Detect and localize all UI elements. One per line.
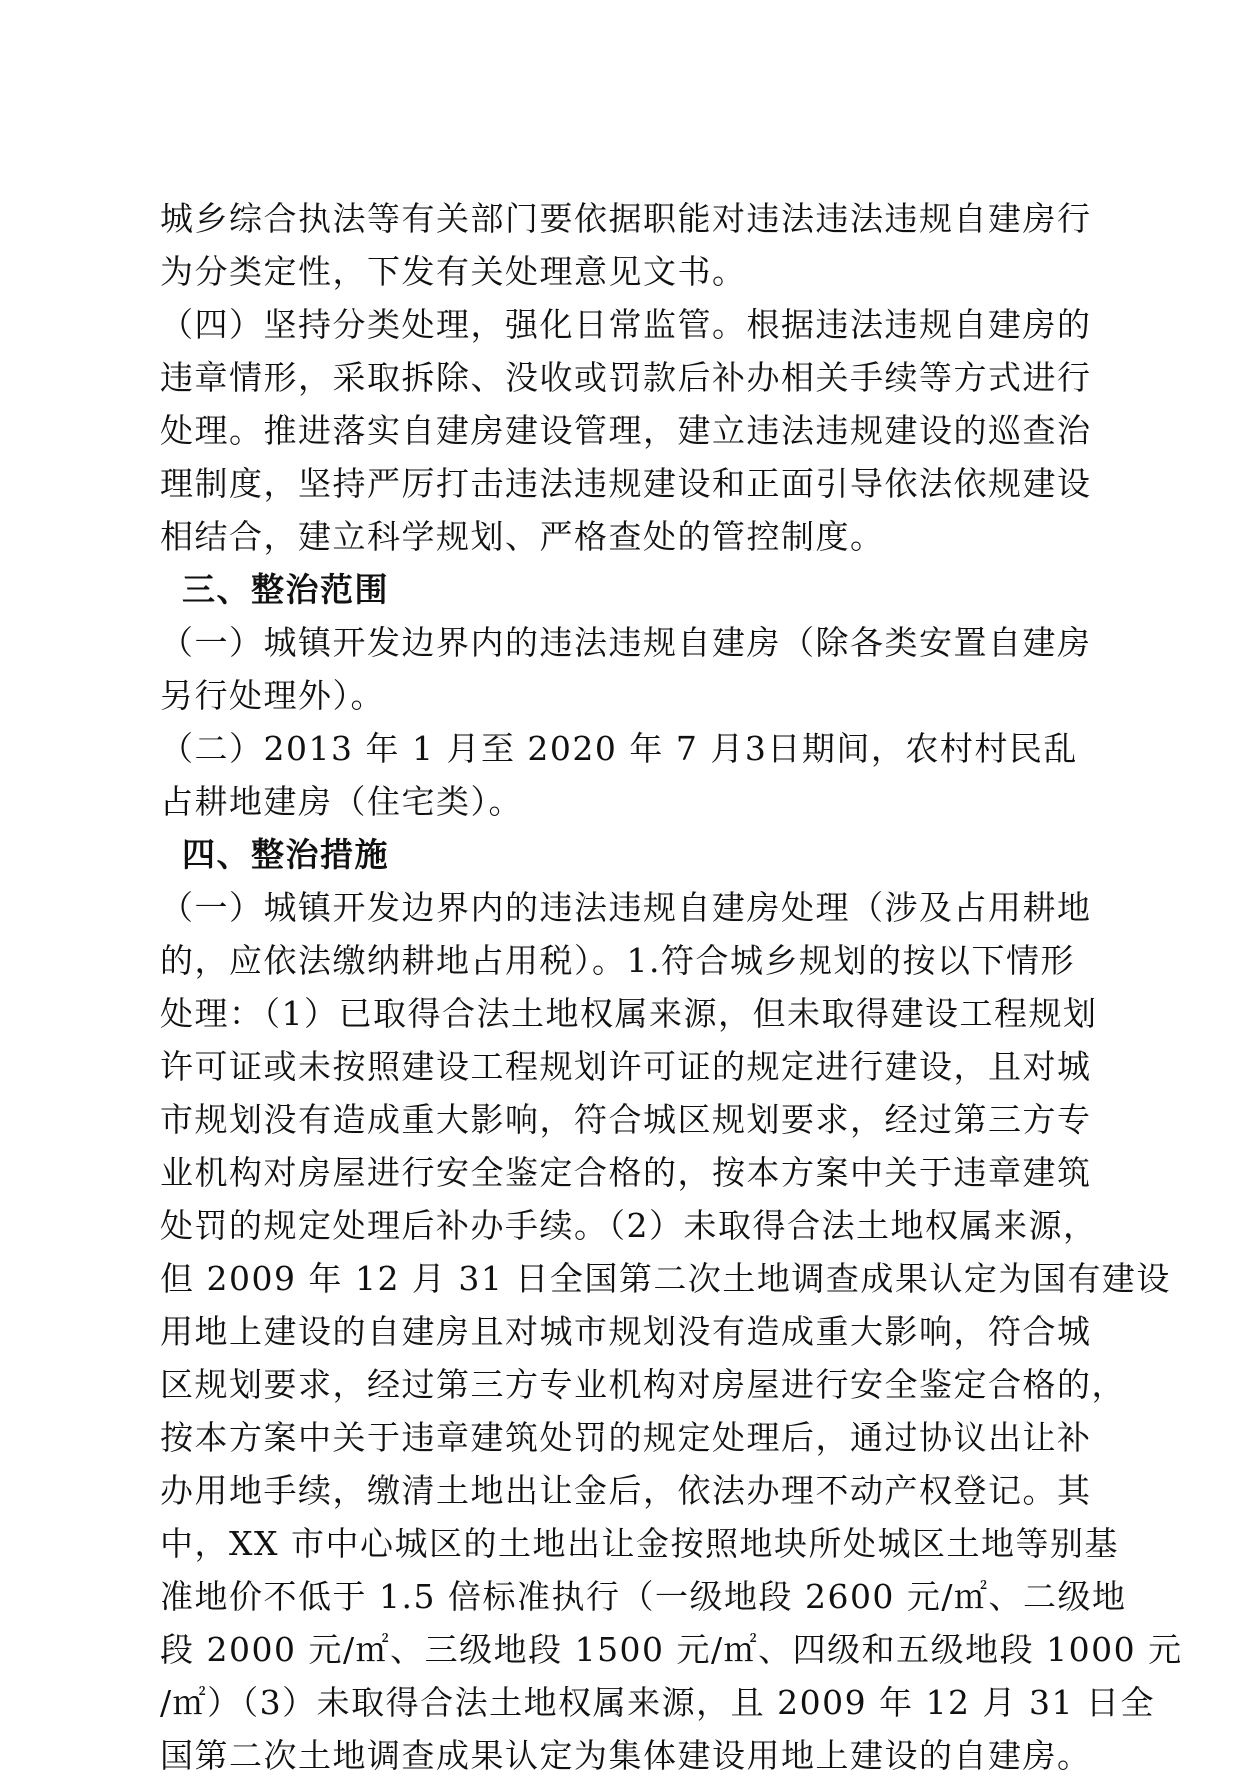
- text-line: 相结合，建立科学规划、严格查处的管控制度。: [160, 517, 885, 556]
- text-line: 理制度，坚持严厉打击违法违规建设和正面引导依法依规建设: [160, 464, 1092, 503]
- text-line: 许可证或未按照建设工程规划许可证的规定进行建设，且对城: [160, 1047, 1092, 1086]
- text-line: 另行处理外）。: [160, 676, 385, 715]
- text-line: 办用地手续，缴清土地出让金后，依法办理不动产权登记。其: [160, 1471, 1092, 1510]
- text-line: /㎡）（3）未取得合法土地权属来源，且 2009 年 12 月 31 日全: [160, 1683, 1156, 1722]
- text-line: 城乡综合执法等有关部门要依据职能对违法违法违规自建房行: [160, 199, 1092, 238]
- text-line: （一）城镇开发边界内的违法违规自建房处理（涉及占用耕地: [160, 888, 1092, 927]
- text-line: 按本方案中关于违章建筑处罚的规定处理后，通过协议出让补: [160, 1418, 1092, 1457]
- text-line: （二）2013 年 1 月至 2020 年 7 月3日期间，农村村民乱: [160, 729, 1078, 768]
- text-line: 处罚的规定处理后补办手续。（2）未取得合法土地权属来源，: [160, 1206, 1098, 1245]
- text-line: 段 2000 元/㎡、三级地段 1500 元/㎡、四级和五级地段 1000 元: [160, 1630, 1183, 1669]
- paragraph: [160, 722, 1110, 828]
- text-line: 占耕地建房（住宅类）。: [160, 782, 523, 821]
- paragraph: [160, 616, 1110, 722]
- text-line: 中，XX 市中心城区的土地出让金按照地块所处城区土地等别基: [160, 1524, 1119, 1563]
- text-line: 准地价不低于 1.5 倍标准执行（一级地段 2600 元/㎡、二级地: [160, 1577, 1127, 1616]
- text-line: 区规划要求，经过第三方专业机构对房屋进行安全鉴定合格的，: [160, 1365, 1126, 1404]
- paragraph: [160, 192, 1110, 298]
- text-line: 用地上建设的自建房且对城市规划没有造成重大影响，符合城: [160, 1312, 1092, 1351]
- paragraph: [160, 881, 1183, 1782]
- text-line: 市规划没有造成重大影响，符合城区规划要求，经过第三方专: [160, 1100, 1092, 1139]
- text-line: （一）城镇开发边界内的违法违规自建房（除各类安置自建房: [160, 623, 1092, 662]
- text-line: 的，应依法缴纳耕地占用税）。1.符合城乡规划的按以下情形: [160, 941, 1075, 980]
- text-line: 处理。推进落实自建房建设管理，建立违法违规建设的巡查治: [160, 411, 1092, 450]
- paragraph: [160, 298, 1110, 563]
- text-line: 业机构对房屋进行安全鉴定合格的，按本方案中关于违章建筑: [160, 1153, 1092, 1192]
- section-heading: 三、整治范围: [182, 570, 389, 609]
- text-line: 违章情形，采取拆除、没收或罚款后补办相关手续等方式进行: [160, 358, 1092, 397]
- document-body: [160, 192, 1183, 1782]
- text-line: 国第二次土地调查成果认定为集体建设用地上建设的自建房。: [160, 1736, 1092, 1775]
- text-line: 但 2009 年 12 月 31 日全国第二次土地调查成果认定为国有建设: [160, 1259, 1171, 1298]
- text-line: （四）坚持分类处理，强化日常监管。根据违法违规自建房的: [160, 305, 1092, 344]
- text-line: 为分类定性，下发有关处理意见文书。: [160, 252, 747, 291]
- text-line: 处理：（1）已取得合法土地权属来源，但未取得建设工程规划: [160, 994, 1098, 1033]
- section-heading: 四、整治措施: [182, 835, 389, 874]
